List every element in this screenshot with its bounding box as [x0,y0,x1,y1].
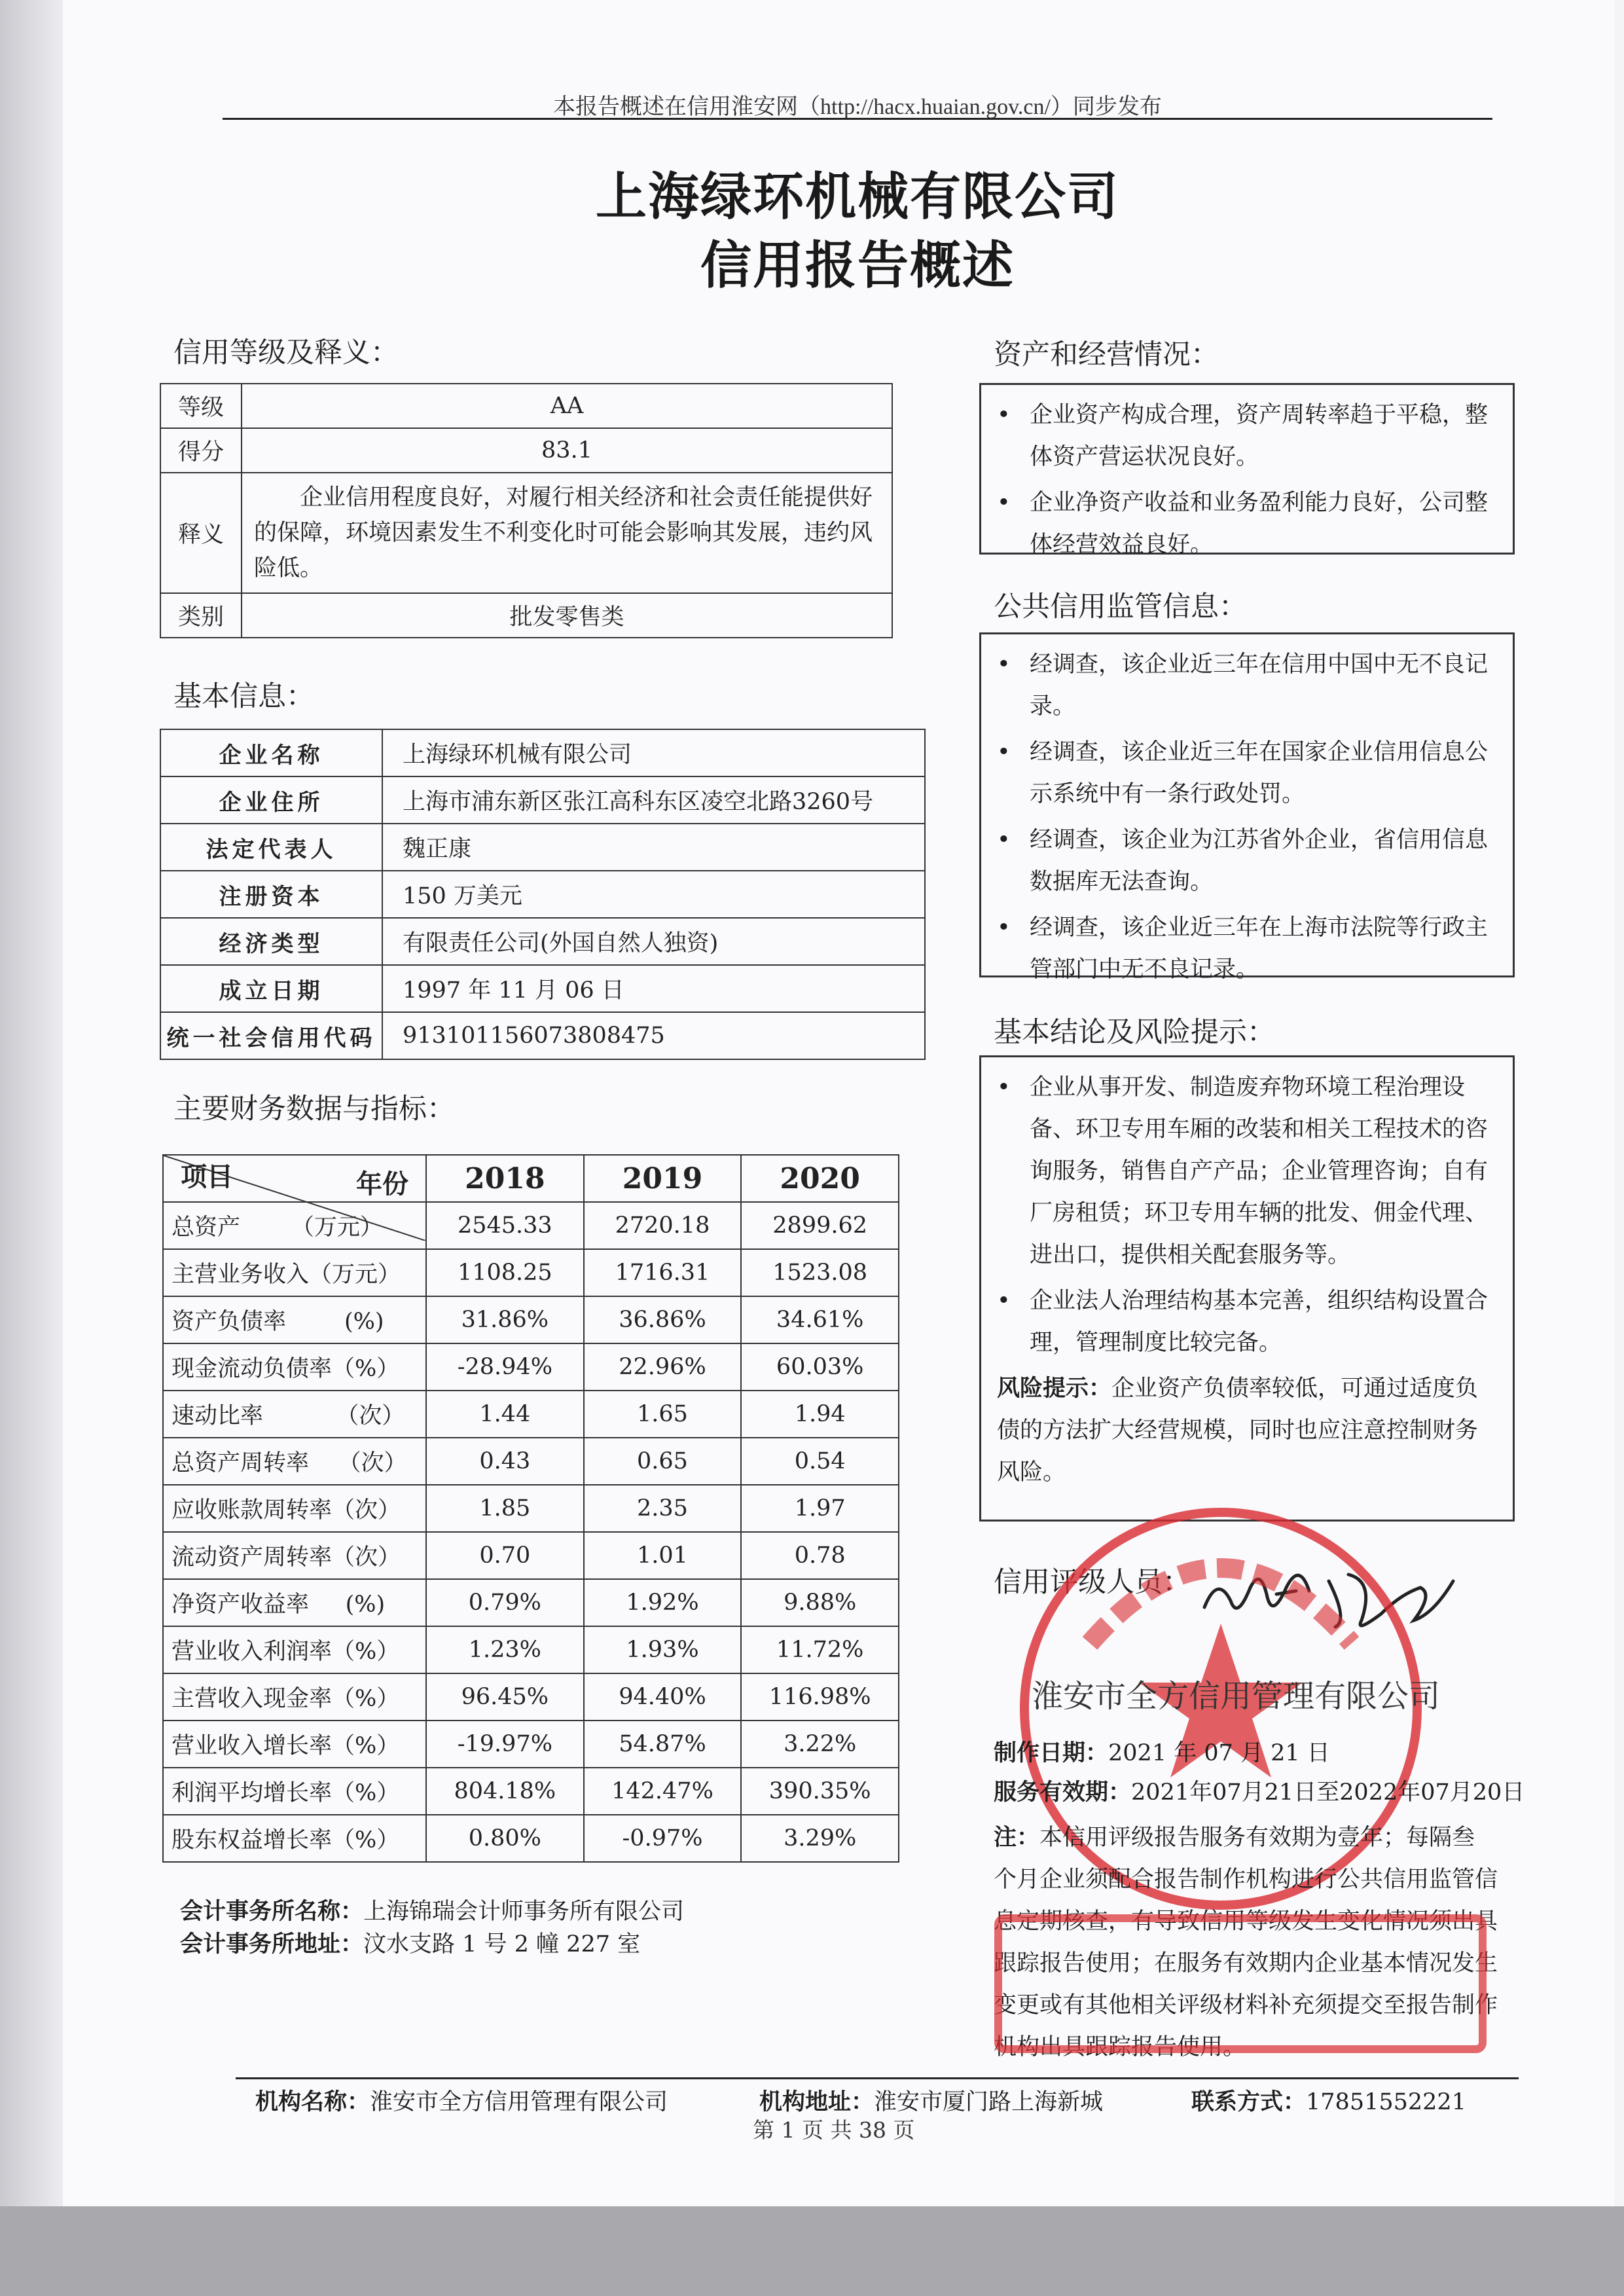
metric-value: 0.70 [426,1532,584,1579]
table-row [160,593,892,638]
metric-value: 1523.08 [741,1249,899,1296]
metric-value: 1.01 [584,1532,742,1579]
metric-label: 利润平均增长率（%） [163,1768,426,1815]
metric-label: 股东权益增长率（%） [163,1815,426,1862]
publish-note: 本报告概述在信用淮安网（http://hacx.huaian.gov.cn/）同步发布 [553,95,1162,119]
validity-period [994,1774,1525,1807]
category-label: 类别 [160,593,242,638]
risk-note [990,1368,1500,1493]
score-value: 83.1 [242,428,892,473]
list-item: • 经调查，该企业近三年在国家企业信用信息公示系统中有一条行政处罚。 [997,739,1489,807]
metric-value: -28.94% [426,1343,584,1391]
credit-table [160,383,893,638]
metric-value: 3.29% [741,1815,899,1862]
metric-label: 现金流动负债率（%） [163,1343,426,1391]
list-item: • 经调查，该企业近三年在信用中国中无不良记录。 [997,651,1489,720]
risk-label: 风险提示： [997,1376,1112,1402]
list-item: • 经调查，该企业为江苏省外企业，省信用信息数据库无法查询。 [997,827,1489,895]
addr-label: 会计事务所地址： [180,1931,364,1958]
supervision-box [979,632,1515,983]
table-row [160,729,925,776]
table-row [163,1673,899,1721]
list-item: • 经调查，该企业近三年在上海市法院等行政主管部门中无不良记录。 [997,915,1489,983]
header-diagonal-cell [163,1155,426,1202]
table-row [163,1579,899,1626]
metric-label: 总资产周转率 （次） [163,1438,426,1485]
metric-value: 36.86% [584,1296,742,1343]
accounting-address [180,1926,640,1959]
accounting-firm [180,1893,684,1926]
metric-value: 3.22% [741,1721,899,1768]
year-header: 2019 [584,1155,742,1202]
basic-value: 1997 年 11 月 06 日 [382,965,925,1012]
metric-value: 0.80% [426,1815,584,1862]
metric-label: 应收账款周转率（次） [163,1485,426,1532]
metric-value: 1.93% [584,1626,742,1673]
grade-value: AA [242,384,892,428]
page-number: 第 1 页 共 38 页 [753,2117,915,2143]
year-header: 2018 [426,1155,584,1202]
list-item: • 企业法人治理结构基本完善，组织结构设置合理，管理制度比较完备。 [997,1288,1489,1356]
basic-key: 企业住所 [160,776,382,824]
metric-value: 34.61% [741,1296,899,1343]
finance-rows [163,1202,899,1862]
page-edge [0,0,65,2296]
metric-value: 94.40% [584,1673,742,1721]
conclusion-box [979,1055,1515,1522]
metric-value: 0.79% [426,1579,584,1626]
basic-table [160,729,926,1060]
credit-heading: 信用等级及释义： [173,337,399,369]
table-row [163,1296,899,1343]
table-row [160,965,925,1012]
metric-value: 390.35% [741,1768,899,1815]
note-text: 本信用评级报告服务有效期为壹年；每隔叁个月企业须配合报告制作机构进行公共信用监管信息定期核查，有导致信用等级发生变化情况须出具跟踪报告使用；在服务有效期内企业基本情况发生变更或有其他相关评级材料补充须提交至报告制作机构出具跟踪报告使用。 [994,1825,1498,2060]
risk-text: 企业资产负债率较低，可通过适度负债的方法扩大经营规模，同时也应注意控制财务风险。 [997,1376,1479,1485]
valid-label: 服务有效期： [994,1779,1132,1806]
basic-value: 上海绿环机械有限公司 [382,729,925,776]
basic-key: 经济类型 [160,918,382,965]
metric-value: 804.18% [426,1768,584,1815]
supervision-heading: 公共信用监管信息： [994,591,1247,623]
finance-table [162,1154,899,1863]
basic-value: 150 万美元 [382,871,925,918]
table-row [163,1249,899,1296]
table-row [163,1768,899,1815]
footer-org [255,2084,668,2117]
basic-key: 注册资本 [160,871,382,918]
metric-value: 0.43 [426,1438,584,1485]
category-value: 批发零售类 [242,593,892,638]
metric-value: 1108.25 [426,1249,584,1296]
metric-label: 速动比率 （次） [163,1391,426,1438]
firm-value: 上海锦瑞会计师事务所有限公司 [363,1899,685,1925]
basic-value: 913101156073808475 [382,1012,925,1059]
report-title: 信用报告概述 [700,236,1015,295]
metric-value: 142.47% [584,1768,742,1815]
metric-value: 2545.33 [426,1202,584,1249]
footer-rule [236,2077,1519,2079]
footer-address [759,2084,1103,2117]
metric-value: 1.94 [741,1391,899,1438]
note-label: 注： [994,1825,1040,1851]
metric-value: 1.65 [584,1391,742,1438]
metric-label: 主营收入现金率（%） [163,1673,426,1721]
company-title: 上海绿环机械有限公司 [595,168,1119,227]
assets-heading: 资产和经营情况： [994,338,1219,371]
table-row [163,1438,899,1485]
metric-value: 2899.62 [741,1202,899,1249]
metric-label: 营业收入利润率（%） [163,1626,426,1673]
list-item: • 企业从事开发、制造废弃物环境工程治理设备、环卫专用车厢的改装和相关工程技术的咨询服务，销售自产产品；企业管理咨询；自有厂房租赁；环卫专用车辆的批发、佣金代理、进出口，提供相关配套服务等。 [997,1074,1489,1268]
metric-value: 96.45% [426,1673,584,1721]
metric-label: 主营业务收入（万元） [163,1249,426,1296]
metric-value: 2720.18 [584,1202,742,1249]
footer-org-label: 机构名称： [255,2089,370,2115]
addr-value: 汶水支路 1 号 2 幢 227 室 [363,1931,641,1958]
table-row [163,1391,899,1438]
date-value: 2021 年 07 月 21 日 [1108,1740,1330,1766]
metric-value: -19.97% [426,1721,584,1768]
metric-value: 9.88% [741,1579,899,1626]
table-row [163,1532,899,1579]
year-header: 2020 [741,1155,899,1202]
footer-addr-label: 机构地址： [759,2089,875,2115]
metric-label: 流动资产周转率（次） [163,1532,426,1579]
metric-value: 22.96% [584,1343,742,1391]
basic-key: 成立日期 [160,965,382,1012]
footer-contact [1191,2084,1466,2117]
item-label: 项目 [181,1162,233,1192]
footer-contact-label: 联系方式： [1191,2089,1307,2115]
metric-value: 116.98% [741,1673,899,1721]
metric-value: 0.78 [741,1532,899,1579]
basic-value: 有限责任公司(外国自然人独资) [382,918,925,965]
metric-value: 1.44 [426,1391,584,1438]
metric-value: 0.65 [584,1438,742,1485]
year-label: 年份 [356,1169,408,1199]
table-row [163,1343,899,1391]
metric-value: 1.92% [584,1579,742,1626]
metric-label: 营业收入增长率（%） [163,1721,426,1768]
list-item: • 企业净资产收益和业务盈利能力良好，公司整体经营效益良好。 [997,490,1489,558]
table-row [163,1485,899,1532]
table-row [160,776,925,824]
basic-value: 上海市浦东新区张江高科东区凌空北路3260号 [382,776,925,824]
list-item: • 企业资产构成合理，资产周转率趋于平稳，整体资产营运状况良好。 [997,402,1489,470]
metric-value: -0.97% [584,1815,742,1862]
table-row [160,1012,925,1059]
explain-label: 释义 [160,473,242,593]
table-row [160,384,892,428]
assets-box [979,383,1515,558]
valid-value: 2021年07月21日至2022年07月20日 [1131,1779,1525,1806]
table-row [160,473,892,593]
table-row [160,918,925,965]
header-rule [223,118,1492,120]
metric-label: 总资产 （万元） [163,1202,426,1249]
metric-value: 1.85 [426,1485,584,1532]
table-row [163,1721,899,1768]
date-label: 制作日期： [994,1740,1109,1766]
scan-background [0,2206,1624,2296]
metric-value: 11.72% [741,1626,899,1673]
firm-label: 会计事务所名称： [180,1899,364,1925]
basic-key: 法定代表人 [160,824,382,871]
conclusion-heading: 基本结论及风险提示： [994,1016,1275,1049]
report-date [994,1735,1330,1768]
metric-value: 31.86% [426,1296,584,1343]
footer-org-value: 淮安市全方信用管理有限公司 [370,2089,668,2115]
table-row [160,428,892,473]
table-row [160,824,925,871]
footer-addr-value: 淮安市厦门路上海新城 [874,2089,1104,2115]
metric-label: 净资产收益率 (%) [163,1579,426,1626]
explain-text: 企业信用程度良好，对履行相关经济和社会责任能提供好的保障，环境因素发生不利变化时可能会影响其发展，违约风险低。 [242,473,892,593]
report-seal-stamp [985,1905,1502,2062]
basic-key: 统一社会信用代码 [160,1012,382,1059]
table-row [160,871,925,918]
signer-label: 信用评级人员： [994,1566,1191,1599]
basic-value: 魏正康 [382,824,925,871]
metric-value: 60.03% [741,1343,899,1391]
metric-value: 1.97 [741,1485,899,1532]
table-header-row [163,1155,899,1202]
footer-contact-value: 17851552221 [1306,2089,1466,2115]
rating-org: 淮安市全方信用管理有限公司 [1032,1678,1441,1715]
metric-value: 1716.31 [584,1249,742,1296]
metric-value: 2.35 [584,1485,742,1532]
basic-key: 企业名称 [160,729,382,776]
metric-label: 资产负债率 (%) [163,1296,426,1343]
basic-heading: 基本信息： [173,680,314,713]
table-row [163,1815,899,1862]
finance-heading: 主要财务数据与指标： [173,1093,455,1125]
score-label: 得分 [160,428,242,473]
grade-label: 等级 [160,384,242,428]
metric-value: 1.23% [426,1626,584,1673]
metric-value: 54.87% [584,1721,742,1768]
table-row [163,1626,899,1673]
metric-value: 0.54 [741,1438,899,1485]
